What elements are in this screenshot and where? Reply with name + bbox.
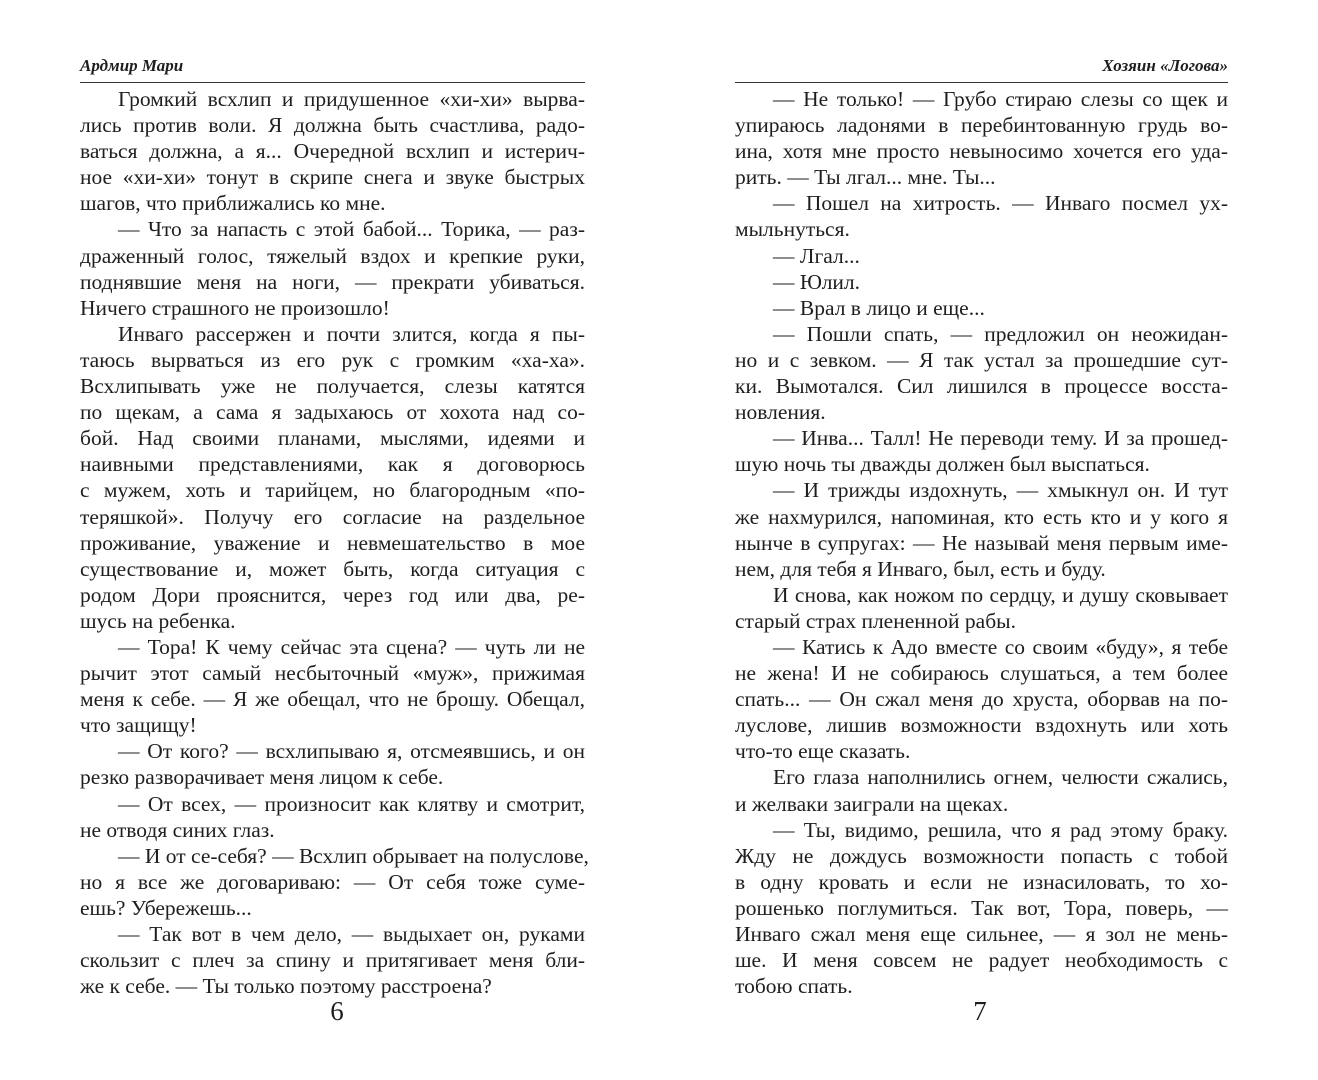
text-line: же нахмурился, напоминая, кто есть кто и у кого я <box>735 504 1228 529</box>
right-page <box>735 0 1228 1080</box>
text-line: но я все же договариваю: — От себя тоже суме- <box>80 869 585 894</box>
paragraph <box>80 86 585 216</box>
text-line: родом Дори прояснится, через год или два, ре- <box>80 582 585 607</box>
text-line: — Юлил. <box>773 269 861 294</box>
text-line: рить. — Ты лгал... мне. Ты... <box>735 165 996 190</box>
text-line: тобою спать. <box>735 974 853 999</box>
paragraph <box>80 791 585 843</box>
text-line: рычит этот самый несбыточный «муж», прижимая <box>80 661 585 686</box>
text-line: — Катись к Адо вместе со своим «буду», я тебе <box>773 634 1228 659</box>
text-line: проживание, уважение и невмешательство в мое <box>80 530 585 555</box>
text-line: не жена! И не собираюсь слушаться, а тем более <box>735 661 1228 686</box>
text-line: но и с зевком. — Я так устал за прошедшие сут- <box>735 347 1228 372</box>
text-line: — Так вот в чем дело, — выдыхает он, руками <box>118 922 585 946</box>
text-line: новления. <box>735 400 826 425</box>
page-body <box>735 86 1228 999</box>
left-page <box>80 0 589 1080</box>
text-line: ное «хи-хи» тонут в скрипе снега и звуке быстрых <box>80 165 585 190</box>
text-line: луслове, лишив возможности вздохнуть или хоть <box>735 713 1228 738</box>
paragraph <box>735 321 1228 425</box>
text-line: теряшкой». Получу его согласие на раздельное <box>80 504 585 529</box>
paragraph <box>80 738 585 790</box>
text-line: Его глаза наполнились огнем, челюсти сжались, <box>773 765 1228 790</box>
running-head-author: Ардмир Мари <box>80 56 184 75</box>
text-line: Инваго сжал меня еще сильнее, — я зол не мень- <box>735 922 1228 946</box>
running-head-title: Хозяин «Логова» <box>1102 56 1228 75</box>
text-line: ваться должна, а я... Очередной всхлип и истерич- <box>80 139 585 164</box>
text-line: ки. Вымотался. Сил лишился в процессе восста- <box>735 374 1228 399</box>
text-line: поднявшие меня на ноги, — прекрати убиваться. <box>80 269 585 294</box>
text-line: в одну кровать и если не изнасиловать, то хо- <box>735 869 1228 894</box>
paragraph <box>735 582 1228 634</box>
paragraph <box>80 921 585 999</box>
text-line: — Лгал... <box>773 243 860 268</box>
text-line: — И трижды издохнуть, — хмыкнул он. И тут <box>773 478 1228 503</box>
header-rule <box>80 82 585 83</box>
paragraph <box>80 843 589 921</box>
text-line: резко разворачивает меня лицом к себе. <box>80 765 444 790</box>
text-line: ешь? Убережешь... <box>80 895 252 920</box>
text-line: бой. Над своими планами, мыслями, идеями и <box>80 426 585 451</box>
text-line: Всхлипывать уже не получается, слезы катятся <box>80 374 585 399</box>
text-line: существование и, может быть, когда ситуация с <box>80 556 585 581</box>
text-line: наивными представлениями, как я договорюсь <box>80 452 585 477</box>
text-line: таюсь вырваться из его рук с громким «ха-ха». <box>80 347 585 372</box>
text-line: не отводя синих глаз. <box>80 817 275 842</box>
text-line: — От всех, — произносит как клятву и смотрит, <box>118 791 585 816</box>
text-line: по щекам, а сама я задыхаюсь от хохота над со- <box>80 400 585 425</box>
page-number: 6 <box>330 996 344 1026</box>
paragraph <box>735 477 1228 581</box>
text-line: спать... — Он сжал меня до хруста, оборвав на по- <box>735 687 1228 712</box>
text-line: — Пошли спать, — предложил он неожидан- <box>773 321 1228 346</box>
paragraph <box>735 86 1228 190</box>
paragraph <box>80 321 585 634</box>
text-line: драженный голос, тяжелый вздох и крепкие руки, <box>80 243 585 268</box>
paragraph <box>735 764 1228 816</box>
text-line: Жду не дождусь возможности попасть с тобой <box>735 843 1228 868</box>
text-line: — И от се-себя? — Всхлип обрывает на полуслове, <box>118 843 589 868</box>
text-line: что защищу! <box>80 713 197 738</box>
text-line: И снова, как ножом по сердцу, и душу сковывает <box>773 582 1228 607</box>
text-line: нынче в супругах: — Не называй меня первым име- <box>735 530 1228 555</box>
text-line: нем, для тебя я Инваго, был, есть и буду. <box>735 556 1106 581</box>
text-line: же к себе. — Ты только поэтому расстроена? <box>80 974 492 999</box>
text-line: скользит с плеч за спину и притягивает меня бли- <box>80 948 585 973</box>
text-line: — От кого? — всхлипываю я, отсмеявшись, и он <box>118 739 585 764</box>
paragraph <box>80 216 585 320</box>
text-line: — Пошел на хитрость. — Инваго посмел ух- <box>773 191 1228 216</box>
text-line: — Что за напасть с этой бабой... Торика, — раз- <box>118 217 585 242</box>
text-line: и желваки заиграли на щеках. <box>735 791 1009 816</box>
text-line: — Не только! — Грубо стираю слезы со щек и <box>773 87 1228 111</box>
page-body <box>80 86 589 999</box>
paragraph <box>80 634 585 738</box>
text-line: старый страх плененной рабы. <box>735 608 1016 633</box>
text-line: Громкий всхлип и придушенное «хи-хи» вырва- <box>118 87 585 111</box>
text-line: — Инва... Талл! Не переводи тему. И за прошед- <box>773 426 1228 451</box>
text-line: мыльнуться. <box>735 217 850 242</box>
text-line: ина, хотя мне просто невыносимо хочется его уда- <box>735 139 1228 164</box>
paragraph <box>735 817 1228 1000</box>
text-line: что-то еще сказать. <box>735 739 911 764</box>
text-line: рошенько поглумиться. Так вот, Тора, поверь, — <box>735 895 1228 920</box>
paragraph <box>735 295 1228 321</box>
text-line: шусь на ребенка. <box>80 608 236 633</box>
text-line: — Тора! К чему сейчас эта сцена? — чуть ли не <box>118 634 585 659</box>
text-line: шагов, что приближались ко мне. <box>80 191 386 216</box>
text-line: — Врал в лицо и еще... <box>773 295 985 320</box>
paragraph <box>735 269 1228 295</box>
text-line: Ничего страшного не произошло! <box>80 295 390 320</box>
header-rule <box>735 82 1228 83</box>
text-line: с мужем, хоть и тарийцем, но благородным «по- <box>80 478 585 503</box>
paragraph <box>735 190 1228 242</box>
paragraph <box>735 425 1228 477</box>
text-line: Инваго рассержен и почти злится, когда я пы- <box>118 321 585 346</box>
text-line: — Ты, видимо, решила, что я рад этому браку. <box>773 817 1228 842</box>
text-line: меня к себе. — Я же обещал, что не брошу. Обещал, <box>80 687 585 712</box>
page-number: 7 <box>973 996 987 1026</box>
text-line: шую ночь ты дважды должен был выспаться. <box>735 452 1150 477</box>
text-line: упираюсь ладонями в перебинтованную грудь во- <box>735 113 1228 138</box>
paragraph <box>735 634 1228 764</box>
text-line: ше. И меня совсем не радует необходимость с <box>735 948 1228 973</box>
text-line: лись против воли. Я должна быть счастлива, радо- <box>80 113 585 138</box>
paragraph <box>735 243 1228 269</box>
